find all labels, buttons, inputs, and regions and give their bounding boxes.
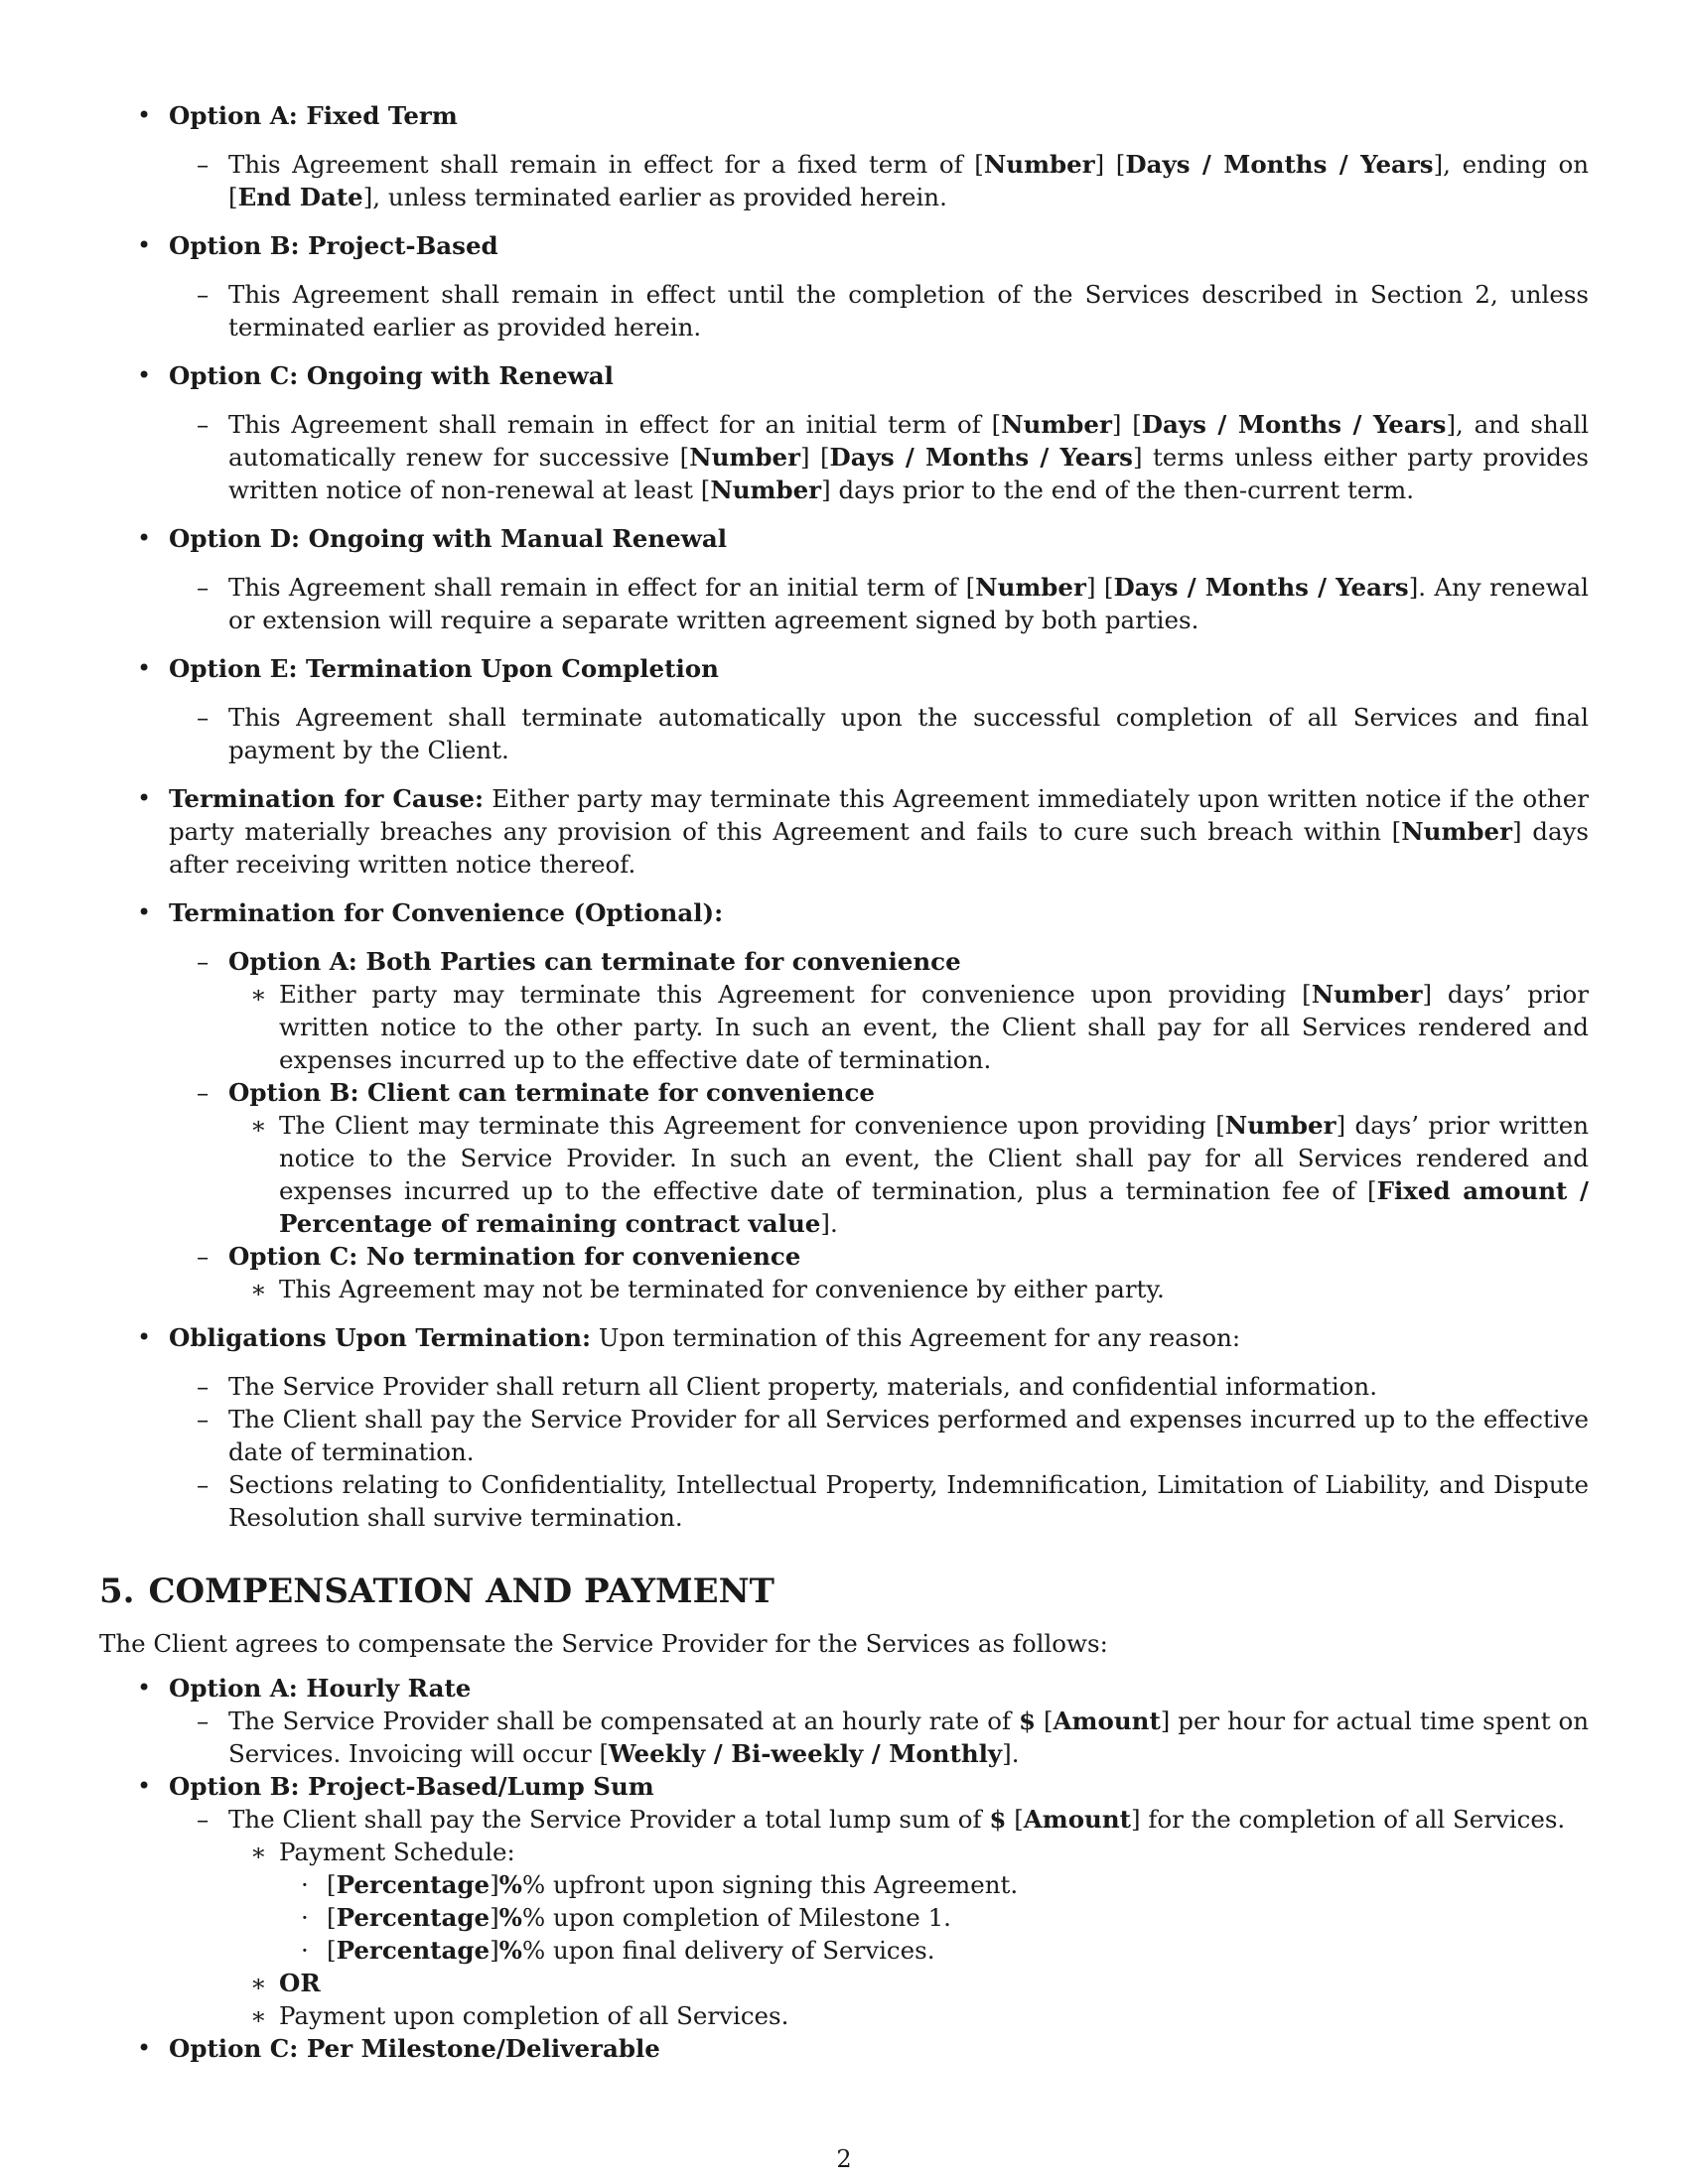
option-title: Option A: Hourly Rate (169, 1674, 472, 1703)
list-item (99, 652, 1589, 766)
section-heading: 5. COMPENSATION AND PAYMENT (99, 1571, 774, 1611)
list-item: – Sections relating to Confidentiality, Intellectual Property, Indemnification, Limitation of Liability, and Dispute Resolution shall survive termination. (169, 1468, 1589, 1534)
list-item: · [Percentage]%% upon final delivery of Services. (279, 1934, 1589, 1967)
obligations-upon-termination: • Obligations Upon Termination: Upon termination of this Agreement for any reason: – The Service Provider shall return all Client property, materials, and confidential information. – The Client shall pay the Service Provider for all Services performed and expenses incurred up to the effective date of termination. – Sections relating to Confidentiality, Intellectual Property, Indemnification, Limitation of Liability, and Dispute Resolution shall survive termination. (99, 1321, 1589, 1534)
list-item: – Option C: No termination for convenience ∗ This Agreement may not be terminated for convenience by either party. (169, 1240, 1589, 1305)
list-item (99, 522, 1589, 636)
option-text: – This Agreement shall remain in effect until the completion of the Services described in Section 2, unless terminated earlier as provided herein. (169, 278, 1589, 343)
page-number: 2 (836, 2145, 852, 2173)
payment-schedule: ∗ Payment Schedule: · [Percentage]%% upfront upon signing this Agreement. · [Percentage]%% upon completion of Milestone 1. · [Percentage]%% upon final delivery of Services. (228, 1836, 1589, 1967)
list-item: – The Service Provider shall return all Client property, materials, and confidential information. (169, 1370, 1589, 1403)
option-title: Option A: Fixed Term (169, 101, 458, 130)
list-item: ∗ OR (228, 1967, 1589, 1999)
list-item: – The Client shall pay the Service Provider for all Services performed and expenses incurred up to the effective date of termination. (169, 1403, 1589, 1468)
option-text: ∗ Either party may terminate this Agreement for convenience upon providing [Number] days’ prior written notice to the other party. In such an event, the Client shall pay for all Services rendered and expenses incurred up to the effective date of termination. (228, 978, 1589, 1076)
option-text: – This Agreement shall remain in effect for a fixed term of [Number] [Days / Months / Years], ending on [End Date], unless terminated earlier as provided herein. (169, 148, 1589, 213)
option-text: ∗ The Client may terminate this Agreement for convenience upon providing [Number] days’ prior written notice to the Service Provider. In such an event, the Client shall pay for all Services rendered and expenses incurred up to the effective date of termination, plus a termination fee of [Fixed amount / Percentage of remaining contract value]. (228, 1109, 1589, 1240)
option-title: Option C: Ongoing with Renewal (169, 361, 614, 390)
option-text: – The Client shall pay the Service Provider a total lump sum of $ [Amount] for the completion of all Services. ∗ Payment Schedule: · [Percentage]%% upfront upon signing this Agreement. · [Percentage]%% upon completion of Milestone 1. · [Percentage]%% upon final delivery of Services. ∗ OR ∗ Payment upon completion of all Services. (169, 1803, 1589, 2032)
term-options-list (99, 99, 1589, 1534)
list-item (99, 1770, 1589, 2032)
list-item (99, 2032, 1589, 2065)
list-item (99, 1672, 1589, 1770)
option-title: Option B: Project-Based/Lump Sum (169, 1772, 654, 1801)
list-item: · [Percentage]%% upon completion of Milestone 1. (279, 1901, 1589, 1934)
list-item (99, 99, 1589, 213)
document-page (99, 99, 1589, 2065)
option-title: Option D: Ongoing with Manual Renewal (169, 524, 728, 553)
list-item: – Option B: Client can terminate for convenience ∗ The Client may terminate this Agreement for convenience upon providing [Number] days’ prior written notice to the Service Provider. In such an event, the Client shall pay for all Services rendered and expenses incurred up to the effective date of termination, plus a termination fee of [Fixed amount / Percentage of remaining contract value]. (169, 1076, 1589, 1240)
termination-for-cause: • Termination for Cause: Either party may terminate this Agreement immediately upon written notice if the other party materially breaches any provision of this Agreement and fails to cure such breach within [Number] days after receiving written notice thereof. (99, 782, 1589, 881)
option-title: Option E: Termination Upon Completion (169, 654, 719, 683)
list-item: · [Percentage]%% upfront upon signing this Agreement. (279, 1868, 1589, 1901)
list-item (99, 229, 1589, 343)
option-title: Option C: Per Milestone/Deliverable (169, 2034, 660, 2063)
section-intro: The Client agrees to compensate the Service Provider for the Services as follows: (99, 1629, 1108, 1658)
list-item: – Option A: Both Parties can terminate for convenience ∗ Either party may terminate this Agreement for convenience upon providing [Number] days’ prior written notice to the other party. In such an event, the Client shall pay for all Services rendered and expenses incurred up to the effective date of termination. (169, 945, 1589, 1076)
termination-for-convenience: • Termination for Convenience (Optional): – Option A: Both Parties can terminate for convenience ∗ Either party may terminate this Agreement for convenience upon providing [Number] days’ prior written notice to the other party. In such an event, the Client shall pay for all Services rendered and expenses incurred up to the effective date of termination. – Option B: Client can terminate for convenience ∗ The Client may terminate this Agreement for convenience upon providing [Number] days’ prior written notice to the Service Provider. In such an event, the Client shall pay for all Services rendered and expenses incurred up to the effective date of termination, plus a termination fee of [Fixed amount / Percentage of remaining contract value]. – Option C: No termination for convenience ∗ This Agreement may not be terminated for convenience by either party. (99, 896, 1589, 1305)
option-text: – This Agreement shall remain in effect for an initial term of [Number] [Days / Months / Years], and shall automatically renew for successive [Number] [Days / Months / Years] terms unless either party provides written notice of non-renewal at least [Number] days prior to the end of the then-current term. (169, 408, 1589, 506)
option-text: ∗ This Agreement may not be terminated for convenience by either party. (228, 1273, 1589, 1305)
compensation-options-list (99, 1672, 1589, 2065)
list-item: ∗ Payment upon completion of all Services. (228, 1999, 1589, 2032)
option-title: Option B: Project-Based (169, 231, 498, 260)
option-text: – This Agreement shall remain in effect for an initial term of [Number] [Days / Months / Years]. Any renewal or extension will require a separate written agreement signed by both parties. (169, 571, 1589, 636)
option-text: – This Agreement shall terminate automatically upon the successful completion of all Services and final payment by the Client. (169, 701, 1589, 766)
option-text: – The Service Provider shall be compensated at an hourly rate of $ [Amount] per hour for actual time spent on Services. Invoicing will occur [Weekly / Bi-weekly / Monthly]. (169, 1705, 1589, 1770)
list-item (99, 359, 1589, 506)
